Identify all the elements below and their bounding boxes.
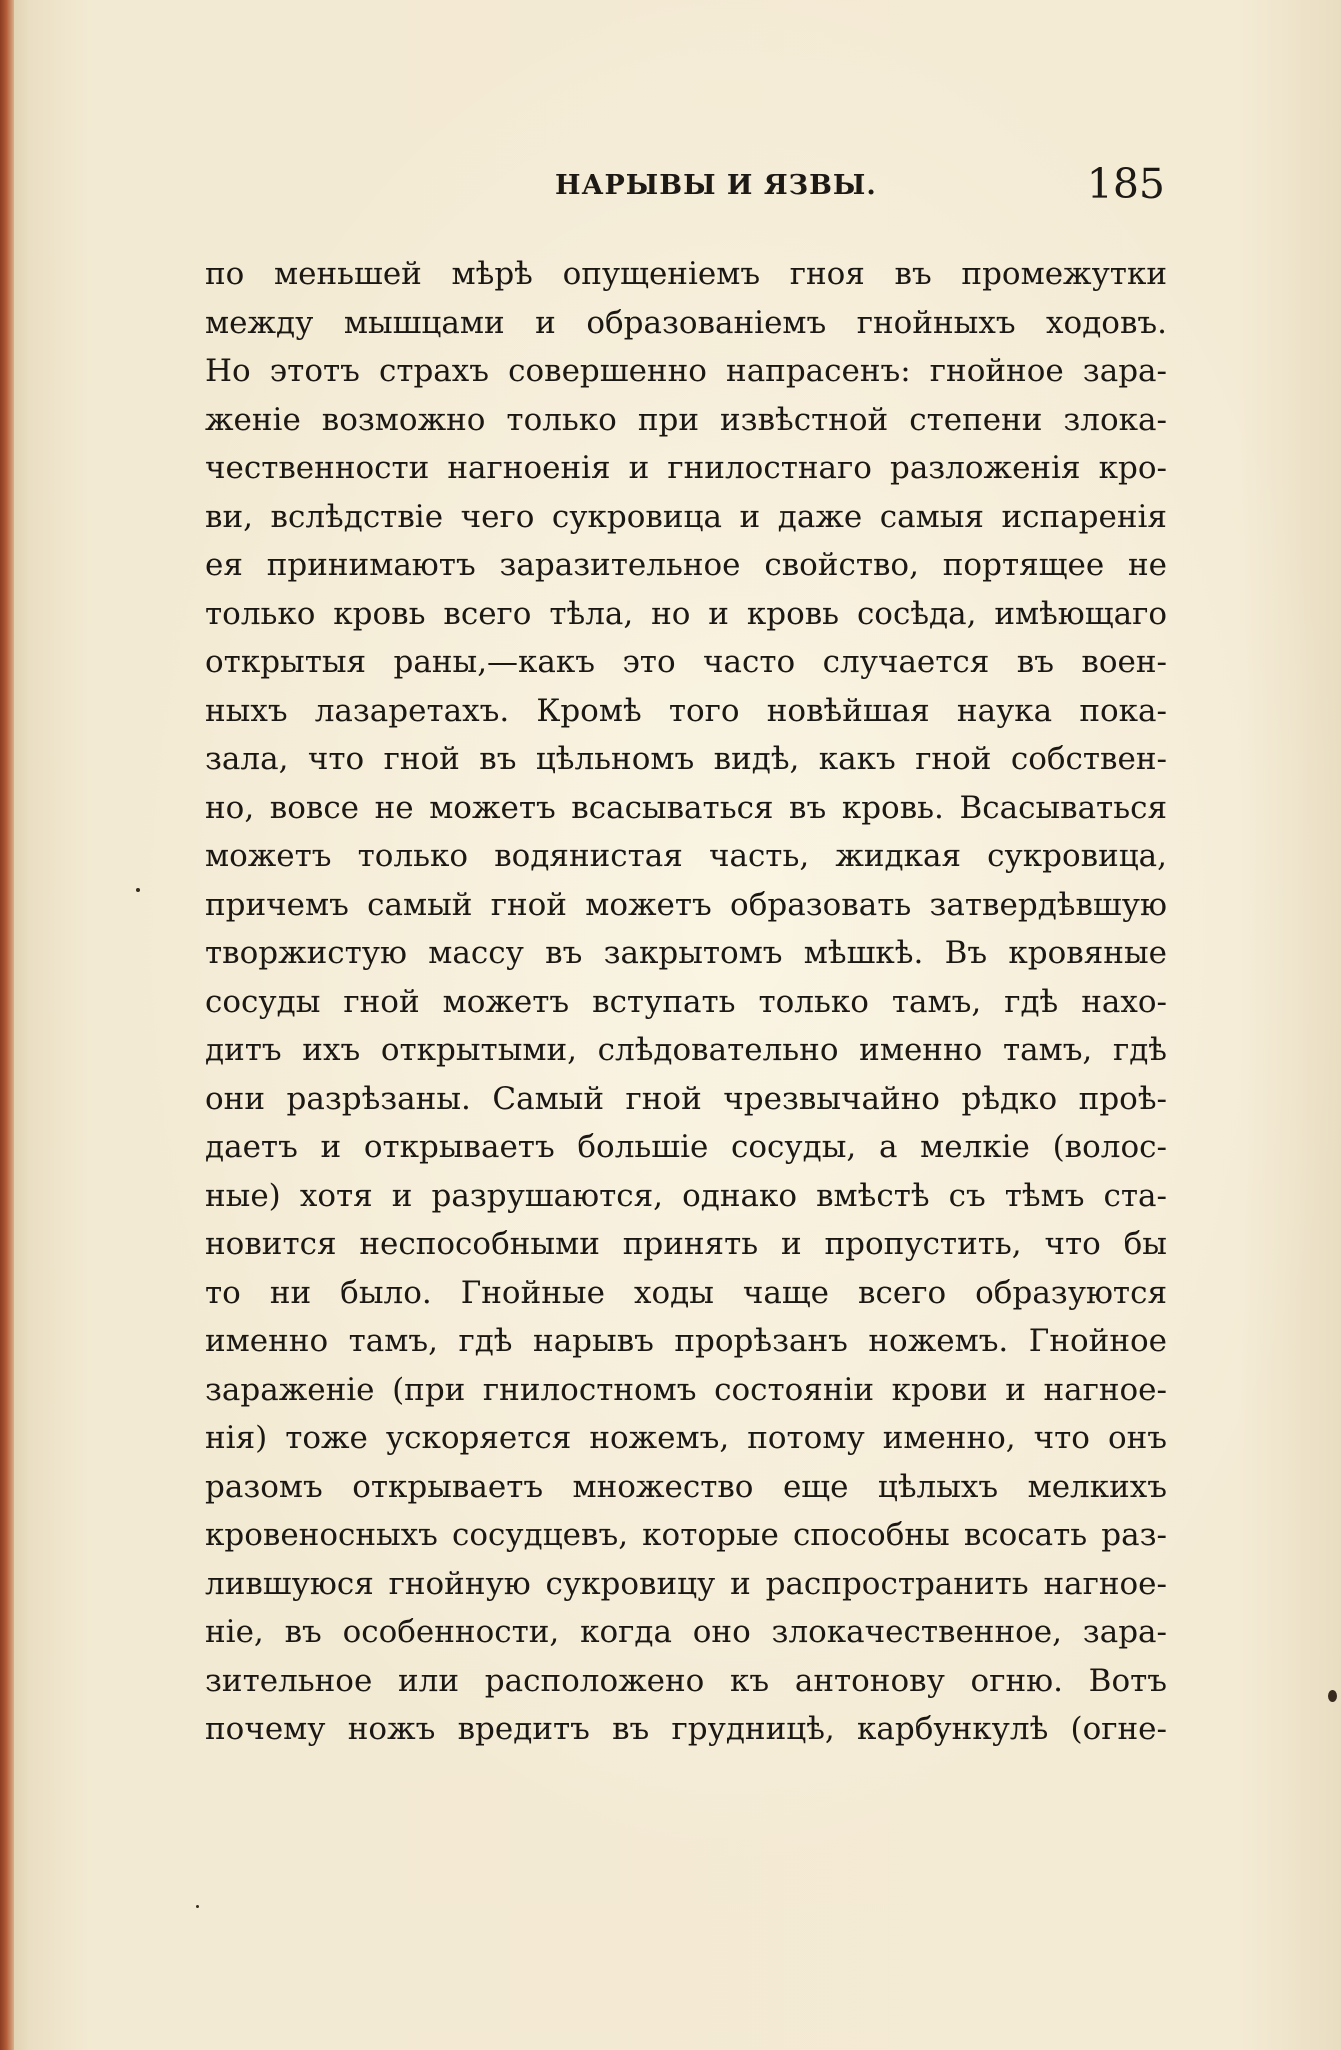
text-line: женіе возможно только при извѣстной степени злока-	[205, 401, 1167, 438]
text-line: зала, что гной въ цѣльномъ видѣ, какъ гной собствен-	[205, 741, 1167, 777]
book-spine-edge	[0, 0, 14, 2050]
text-line: причемъ самый гной можетъ образовать затвердѣвшую	[205, 886, 1167, 923]
text-line: даетъ и открываетъ большіе сосуды, а мелкіе (волос-	[205, 1129, 1167, 1165]
running-head: НАРЫВЫ И ЯЗВЫ.	[555, 170, 877, 201]
text-line: новится неспособными принять и пропустить, что бы	[205, 1226, 1167, 1262]
ink-speck	[1328, 1690, 1337, 1702]
text-line: можетъ только водянистая часть, жидкая сукровица,	[205, 838, 1167, 874]
text-line: творжистую массу въ закрытомъ мѣшкѣ. Въ кровяные	[205, 935, 1167, 971]
text-line: Но этотъ страхъ совершенно напрасенъ: гнойное зара-	[205, 353, 1167, 389]
text-line: лившуюся гнойную сукровицу и распространить нагное-	[205, 1565, 1167, 1602]
text-line: но, вовсе не можетъ всасываться въ кровь. Всасываться	[205, 789, 1167, 826]
body-text	[205, 250, 1167, 1754]
text-line: только кровь всего тѣла, но и кровь сосѣда, имѣющаго	[205, 595, 1167, 632]
text-line: ея принимаютъ заразительное свойство, портящее не	[205, 547, 1167, 583]
page-number: 185	[1086, 160, 1165, 208]
text-line: между мышцами и образованіемъ гнойныхъ ходовъ.	[205, 304, 1167, 341]
page-header	[205, 160, 1165, 210]
text-line: нія) тоже ускоряется ножемъ, потому именно, что онъ	[205, 1420, 1167, 1456]
text-line: разомъ открываетъ множество еще цѣлыхъ мелкихъ	[205, 1468, 1167, 1505]
ink-speck	[136, 888, 140, 892]
text-line: то ни было. Гнойные ходы чаще всего образуются	[205, 1274, 1167, 1311]
text-line: ви, вслѣдствіе чего сукровица и даже самыя испаренія	[205, 498, 1167, 535]
text-line: ные) хотя и разрушаются, однако вмѣстѣ съ тѣмъ ста-	[205, 1177, 1167, 1214]
text-line: дитъ ихъ открытыми, слѣдовательно именно тамъ, гдѣ	[205, 1032, 1167, 1068]
text-line: сосуды гной можетъ вступать только тамъ, гдѣ нахо-	[205, 983, 1167, 1020]
ink-speck	[196, 1905, 199, 1908]
text-line: зараженіе (при гнилостномъ состояніи крови и нагное-	[205, 1371, 1167, 1408]
text-line: кровеносныхъ сосудцевъ, которые способны всосать раз-	[205, 1517, 1167, 1553]
text-line: открытыя раны,—какъ это часто случается въ воен-	[205, 644, 1167, 680]
text-line: ніе, въ особенности, когда оно злокачественное, зара-	[205, 1614, 1167, 1650]
text-line: ныхъ лазаретахъ. Кромѣ того новѣйшая наука пока-	[205, 692, 1167, 729]
text-line: чественности нагноенія и гнилостнаго разложенія кро-	[205, 450, 1167, 486]
text-line: именно тамъ, гдѣ нарывъ прорѣзанъ ножемъ. Гнойное	[205, 1323, 1167, 1359]
text-line: зительное или расположено къ антонову огню. Вотъ	[205, 1662, 1167, 1699]
text-line: по меньшей мѣрѣ опущеніемъ гноя въ промежутки	[205, 256, 1167, 292]
text-line: они разрѣзаны. Самый гной чрезвычайно рѣдко проѣ-	[205, 1080, 1167, 1117]
text-line: почему ножъ вредитъ въ грудницѣ, карбункулѣ (огне-	[205, 1711, 1167, 1747]
